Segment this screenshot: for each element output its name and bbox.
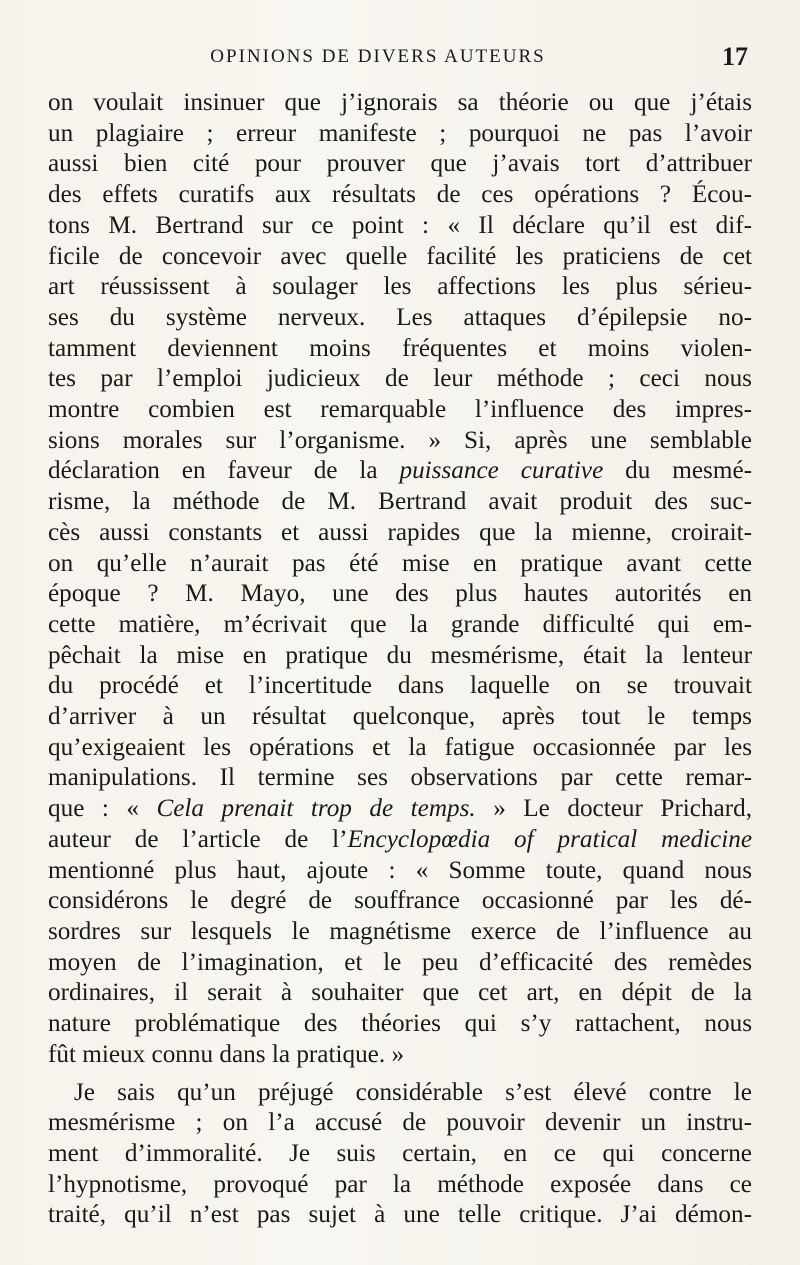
text-line: aussi bien cité pour prouver que j’avais tort d’attribuer	[48, 150, 752, 178]
text-line: on voulait insinuer que j’ignorais sa théorie ou que j’étais	[48, 89, 752, 116]
text-line: tes par l’emploi judicieux de leur méthode ; ceci nous	[48, 365, 752, 393]
italic-phrase: Cela prenait trop de temps.	[156, 795, 476, 823]
text-line: ordinaires, il serait à souhaiter que cet art, en dépit de la	[48, 979, 752, 1007]
running-title: OPINIONS DE DIVERS AUTEURS	[210, 46, 546, 67]
text-line: art réussissent à soulager les affections les plus sérieu-	[48, 273, 752, 301]
paragraph-first-line: Je sais qu’un préjugé considérable s’est élevé contre le	[74, 1078, 752, 1106]
text-line: montre combien est remarquable l’influence des impres-	[48, 396, 752, 424]
text-line: moyen de l’imagination, et le peu d’efficacité des remèdes	[48, 948, 752, 976]
text-line: des effets curatifs aux résultats de ces opérations ? Écou-	[48, 181, 752, 209]
text-line: ment d’immoralité. Je suis certain, en ce qui concerne	[48, 1139, 752, 1167]
italic-phrase: puissance curative	[399, 457, 604, 485]
text-line: cette matière, m’écrivait que la grande difficulté qui em-	[48, 610, 752, 638]
text-line: considérons le degré de souffrance occasionné par les dé-	[48, 887, 752, 915]
text-line: sordres sur lesquels le magnétisme exerce de l’influence au	[48, 917, 752, 945]
text-line: cès aussi constants et aussi rapides que la mienne, croirait-	[48, 518, 752, 546]
text-line: tamment deviennent moins fréquentes et moins violen-	[48, 334, 752, 362]
text-line: on qu’elle n’aurait pas été mise en pratique avant cette	[48, 549, 752, 577]
text-line: du procédé et l’incertitude dans laquelle on se trouvait	[48, 672, 752, 700]
text-line: ficile de concevoir avec quelle facilité les praticiens de cet	[48, 242, 752, 270]
text-line: que : « Cela prenait trop de temps. » Le docteur Prichard,	[48, 795, 753, 823]
text-line: traité, qu’il n’est pas sujet à une telle critique. J’ai démon-	[48, 1201, 752, 1229]
text-line: un plagiaire ; erreur manifeste ; pourquoi ne pas l’avoir	[48, 119, 752, 147]
running-head	[48, 42, 748, 76]
text-line: époque ? M. Mayo, une des plus hautes autorités en	[48, 580, 752, 608]
text-line: nature problématique des théories qui s’y rattachent, nous	[48, 1010, 752, 1038]
page-number: 17	[722, 42, 748, 71]
italic-title: Encyclopœdia of pratical medicine	[347, 825, 752, 853]
text-line: déclaration en faveur de la puissance curative du mesmé-	[48, 457, 753, 485]
text-line: tons M. Bertrand sur ce point : « Il déclare qu’il est dif-	[48, 211, 752, 239]
text-line: mentionné plus haut, ajoute : « Somme toute, quand nous	[48, 856, 752, 884]
text-line: mesmérisme ; on l’a accusé de pouvoir devenir un instru-	[48, 1109, 752, 1137]
text-line: pêchait la mise en pratique du mesmérisme, était la lenteur	[48, 641, 752, 669]
text-line: manipulations. Il termine ses observations par cette remar-	[48, 764, 752, 792]
text-line: ses du système nerveux. Les attaques d’épilepsie no-	[48, 303, 752, 331]
text-line: qu’exigeaient les opérations et la fatigue occasionnée par les	[48, 733, 752, 761]
body-text	[48, 88, 752, 1231]
text-line: risme, la méthode de M. Bertrand avait produit des suc-	[48, 488, 752, 516]
text-line: sions morales sur l’organisme. » Si, après une semblable	[48, 426, 752, 454]
text-line: auteur de l’article de l’Encyclopœdia of pratical medicine	[48, 825, 752, 853]
text-line: fût mieux connu dans la pratique. »	[48, 1040, 405, 1068]
text-line: d’arriver à un résultat quelconque, après tout le temps	[48, 703, 752, 731]
text-line: l’hypnotisme, provoqué par la méthode exposée dans ce	[48, 1170, 752, 1198]
